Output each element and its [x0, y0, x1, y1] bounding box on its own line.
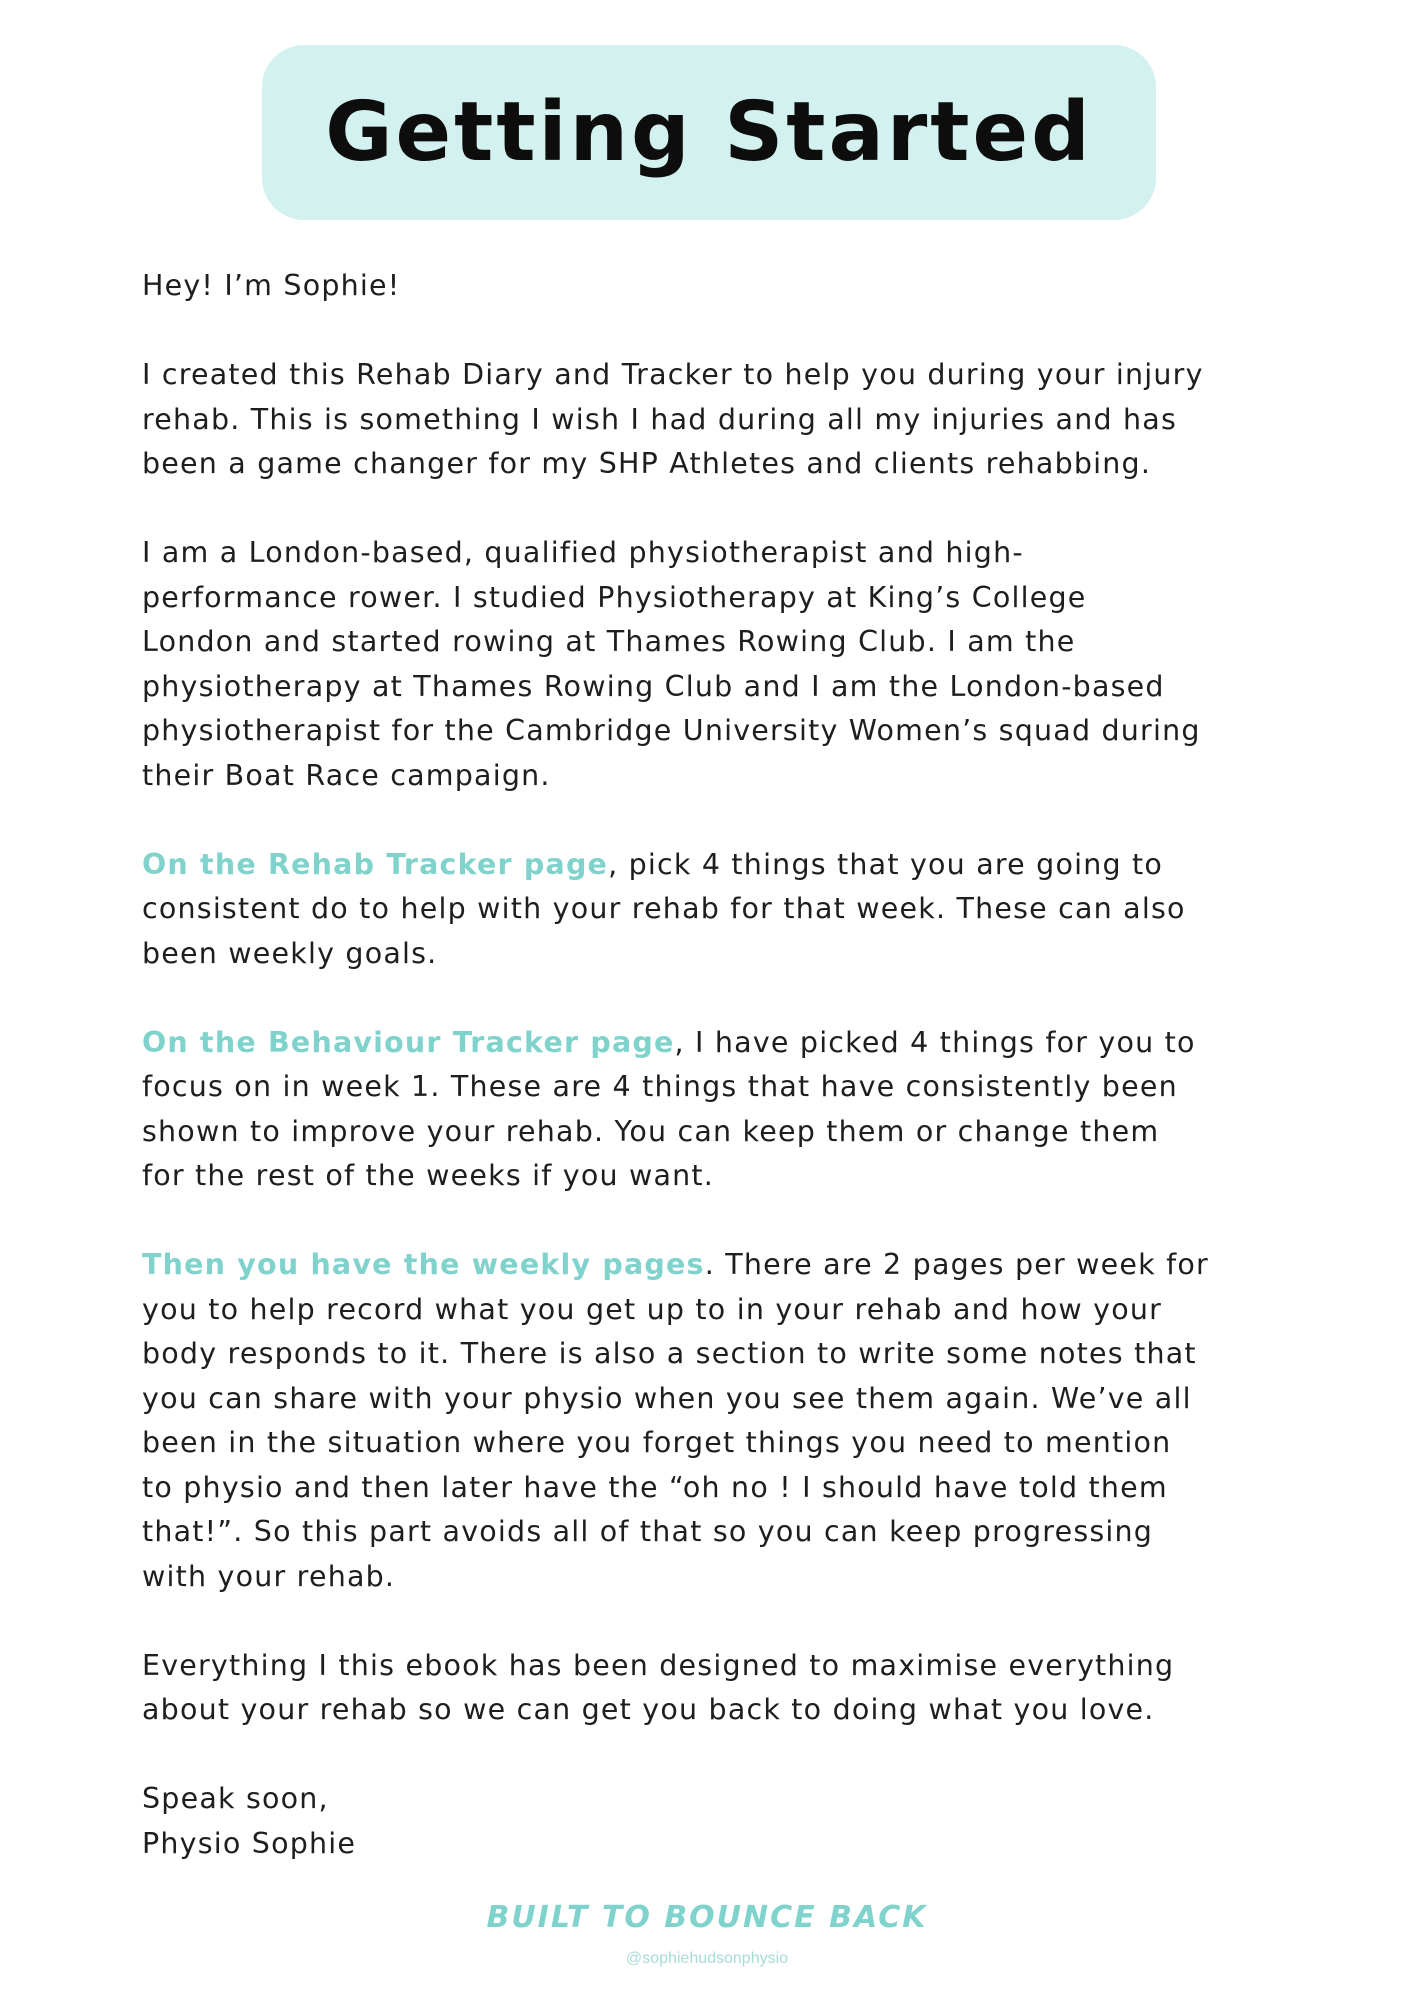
behaviour-tracker-paragraph [142, 1021, 1302, 1199]
intro-paragraph: I created this Rehab Diary and Tracker to help you during your injury rehab. This is something I wish I had during all my injuries and has been a game changer for my SHP Athletes and clients rehabbing. [142, 358, 1204, 480]
weekly-pages-body: . There are 2 pages per week for you to help record what you get up to in your rehab and how your body responds to it. There is also a section to write some notes that you can share with your physio when you see them again. We’ve all been in the situation where you forget things you need to mention to physio and then later have the “oh no ! I should have told them that!”. So this part avoids all of that so you can keep progressing with your rehab. [142, 1248, 1209, 1593]
footer-tagline: BUILT TO BOUNCE BACK [486, 1900, 928, 1935]
title-banner [262, 45, 1156, 220]
rehab-tracker-body: , pick 4 things that you are going to consistent do to help with your rehab for that week. These can also been weekly goals. [142, 847, 1186, 970]
weekly-pages-paragraph [142, 1243, 1302, 1599]
behaviour-tracker-body: , I have picked 4 things for you to focus on in week 1. These are 4 things that have consistently been shown to improve your rehab. You can keep them or change them for the rest of the weeks if you want. [142, 1025, 1196, 1192]
greeting-paragraph: Hey! I’m Sophie! [142, 269, 401, 302]
weekly-pages-heading: Then you have the weekly pages [142, 1248, 705, 1281]
behaviour-tracker-heading: On the Behaviour Tracker page [142, 1025, 675, 1059]
footer-handle: @sophiehudsonphysio [625, 1950, 789, 1967]
rehab-tracker-paragraph [142, 843, 1302, 977]
body-content [142, 264, 1302, 1866]
closing-paragraph: Everything I this ebook has been designed to maximise everything about your rehab so we can get you back to doing what you love. [142, 1648, 1175, 1726]
about-paragraph: I am a London-based, qualified physiotherapist and high- performance rower. I studied Physiotherapy at King’s College London and started rowing at Thames Rowing Club. I am the physiotherapy at Thames Rowing Club and I am the London-based physiotherapist for the Cambridge University Women’s squad during their Boat Race campaign. [142, 536, 1201, 792]
rehab-tracker-heading: On the Rehab Tracker page [142, 847, 609, 881]
page-title: Getting Started [325, 84, 1093, 180]
signoff: Speak soon, Physio Sophie [142, 1782, 357, 1860]
